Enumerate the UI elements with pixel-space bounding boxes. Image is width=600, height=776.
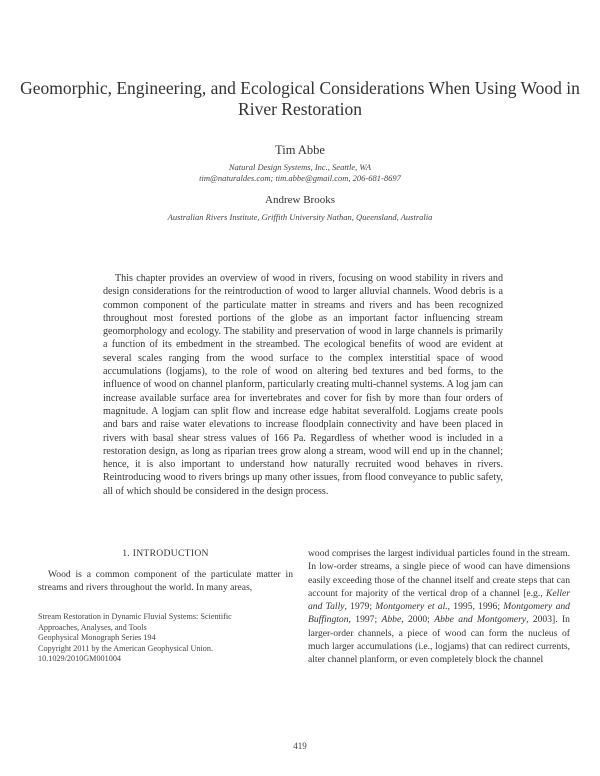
citation: Abbe	[381, 614, 402, 626]
author-contact-1: tim@naturaldes.com; tim.abbe@gmail.com, 206-681-8697	[199, 173, 401, 183]
section-heading: 1. INTRODUCTION	[122, 548, 209, 559]
right-column	[308, 547, 570, 667]
citation: Montgomery and Buffington	[308, 601, 570, 626]
text-run: , 1995, 1996;	[447, 601, 504, 613]
author-name-1: Tim Abbe	[275, 143, 325, 157]
text-run: , 1997;	[348, 614, 382, 626]
author-name-2: Andrew Brooks	[265, 194, 335, 206]
intro-continuation	[308, 547, 570, 667]
text-run: , 2000;	[401, 614, 435, 626]
author-affiliation-2: Australian Rivers Institute, Griffith University Nathan, Queensland, Australia	[167, 212, 433, 222]
footnote-line: Geophysical Monograph Series 194	[38, 633, 156, 643]
footnote-line: Stream Restoration in Dynamic Fluvial Systems: Scientific	[38, 612, 232, 621]
footnote-line: Copyright 2011 by the American Geophysical Union.	[38, 643, 214, 653]
citation: Montgomery et al.	[375, 601, 448, 613]
text-run: , 1979;	[344, 601, 376, 613]
author-affiliation-1: Natural Design Systems, Inc., Seattle, WA	[228, 162, 372, 172]
abstract-text: This chapter provides an overview of wood in rivers, focusing on wood stability in rivers and design considerations for the reintroduction of wood to larger alluvial channels. Wood debris is a common component of the particulate matter in streams and rivers and has been recognized throughout most forested portions of the globe as an important factor influencing stream geomorphology and ecology. The stability and preservation of wood in large channels is primarily a function of its embedment in the streambed. The ecological benefits of wood are evident at several scales ranging from the wood surface to the complex interstitial space of wood accumulations (logjams), to the role of wood on altering bed textures and bed forms, to the influence of wood on channel planform, particularly creating multi-channel systems. A log jam can increase available surface area for invertebrates and cover for fish by more than four orders of magnitude. A logjam can split flow and increase edge habitat severalfold. Logjams create pools and bars and raise water elevations to increase floodplain connectivity and have been placed in rivers with basal shear stress values of 166 Pa. Regardless of whether wood is included in a restoration design, as long as riparian trees grow along a stream, wood will end up in the channel; hence, it is also important to understand how naturally recruited wood behaves in rivers. Reintroducing wood to rivers brings up many other issues, from flood conveyance to public safety, all of which should be considered in the design process.	[103, 273, 503, 497]
intro-paragraph: Wood is a common component of the particulate matter in streams and rivers throughout the world. In many areas,	[38, 569, 293, 593]
footnote-line: Approaches, Analyses, and Tools	[38, 622, 147, 632]
page-number: 419	[293, 741, 307, 751]
copyright-footnote	[38, 612, 293, 665]
citation: Abbe and Montgomery	[434, 614, 527, 626]
citation: Keller and Tally	[308, 587, 570, 613]
left-column	[38, 547, 293, 665]
text-run: , 2003]. In larger-order channels, a piece of wood can form the nucleus of much larger accumulations (i.e., logjams) that can redirect currents, alter channel planform, or even completely block the channel	[308, 614, 570, 666]
footnote-line: 10.1029/2010GM001004	[38, 654, 122, 664]
abstract	[103, 272, 503, 498]
paper-title: Geomorphic, Engineering, and Ecological Considerations When Using Wood in River Restoration	[20, 78, 580, 119]
text-run: wood comprises the largest individual particles found in the stream. In low-order streams, a single piece of wood can have dimensions easily exceeding those of the channel itself and create steps that can account for majority of the vertical drop of a channel [e.g.,	[308, 548, 570, 599]
